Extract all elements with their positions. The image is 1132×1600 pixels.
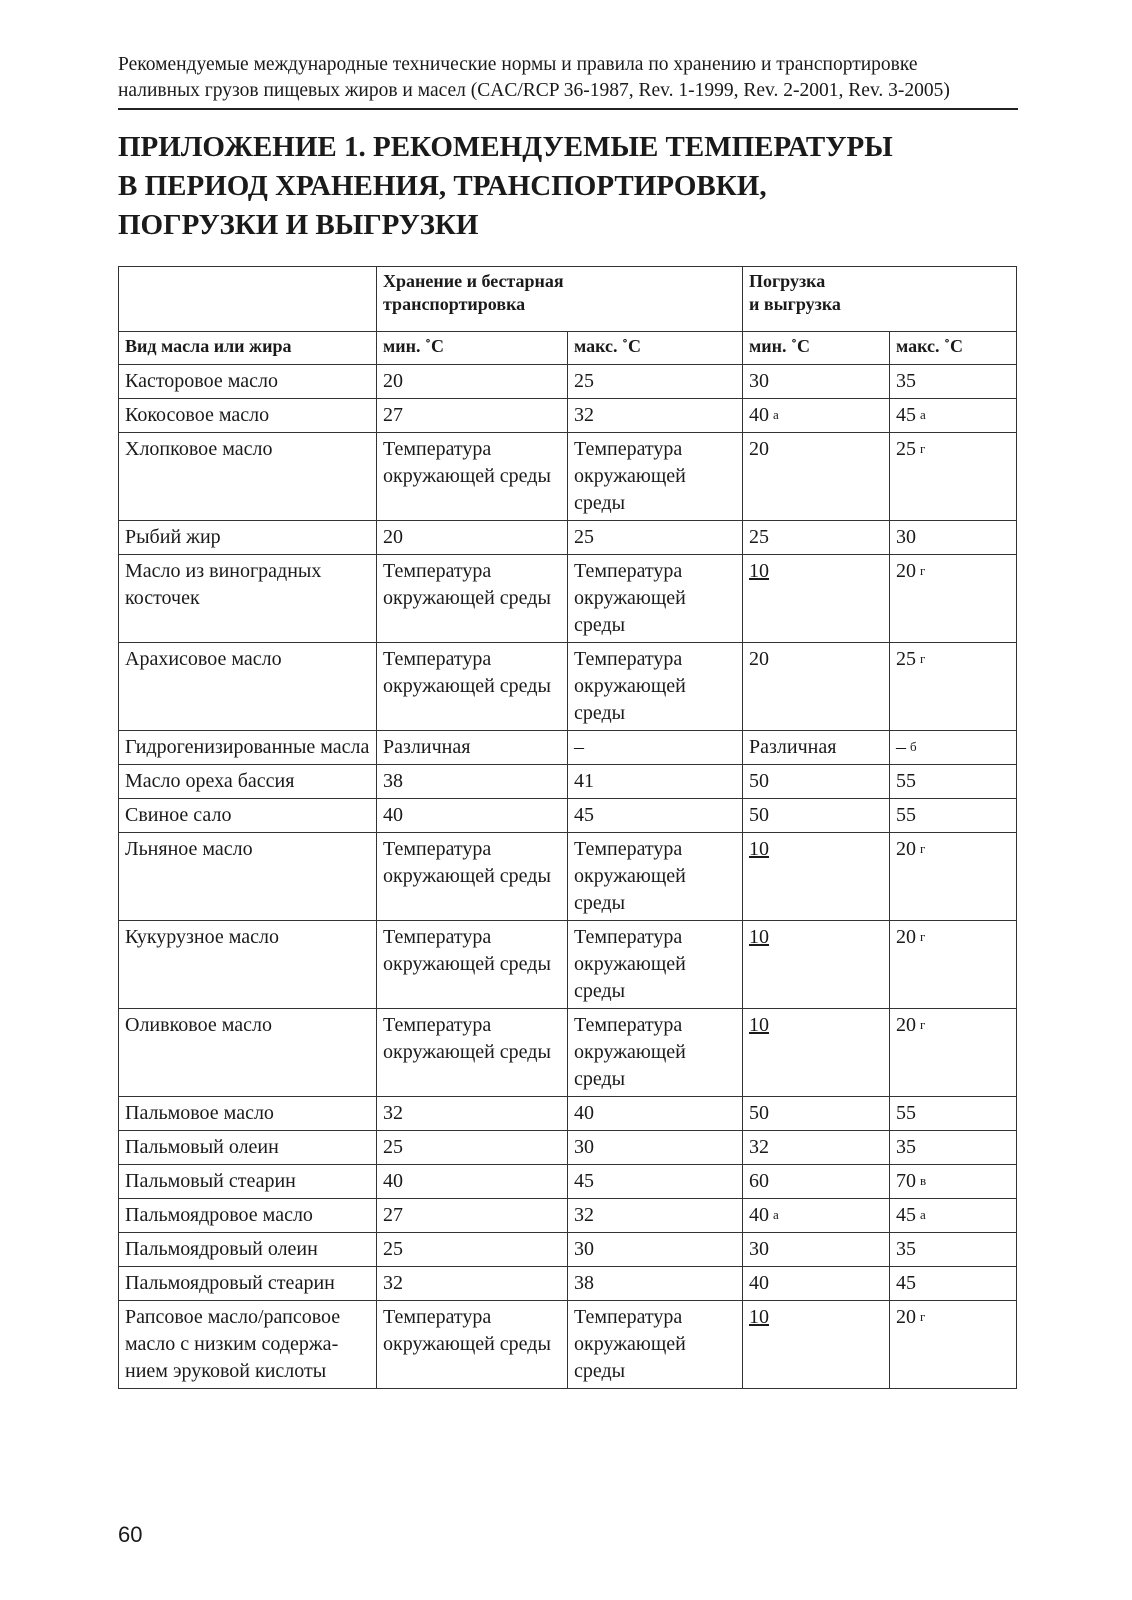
loading-max-cell-value: 55 <box>896 804 916 826</box>
loading-max-cell-value: 35 <box>896 370 916 392</box>
loading-min-cell <box>743 399 890 433</box>
group-header-loading-line-1: Погрузка <box>749 271 826 291</box>
loading-max-cell <box>890 731 1017 765</box>
storage-max-cell <box>568 731 743 765</box>
oil-type-cell <box>119 433 377 521</box>
storage-min-cell-value: 32 <box>383 1272 403 1294</box>
appendix-title <box>118 128 1018 245</box>
storage-min-cell-value: Температура окружающей среды <box>383 438 551 487</box>
loading-min-cell <box>743 1301 890 1389</box>
oil-type-cell-value: Пальмовый стеарин <box>125 1170 296 1192</box>
footnote-marker: г <box>920 841 926 856</box>
loading-max-cell <box>890 921 1017 1009</box>
storage-min-cell-value: Различная <box>383 736 471 758</box>
loading-max-cell <box>890 1165 1017 1199</box>
storage-max-cell <box>568 399 743 433</box>
table-row <box>119 765 1017 799</box>
loading-min-cell <box>743 921 890 1009</box>
storage-max-cell-value: Температура окружающей среды <box>574 560 686 636</box>
storage-min-cell <box>377 1131 568 1165</box>
storage-min-cell <box>377 1301 568 1389</box>
storage-max-cell-value: Температура окружающей среды <box>574 1306 686 1382</box>
storage-max-cell-value: 32 <box>574 1204 594 1226</box>
loading-min-cell-value: Различная <box>749 736 837 758</box>
footnote-marker: а <box>920 407 926 422</box>
storage-max-cell-value: 40 <box>574 1102 594 1124</box>
oil-type-cell <box>119 399 377 433</box>
storage-min-cell <box>377 555 568 643</box>
running-header-line-1: Рекомендуемые международные технические нормы и правила по хранению и транспортировке <box>118 54 918 75</box>
footnote-marker: г <box>920 563 926 578</box>
group-header-loading <box>743 267 1017 332</box>
column-header-loading-min: мин. ˚С <box>743 332 890 365</box>
loading-min-cell-value: 25 <box>749 526 769 548</box>
storage-max-cell-value: Температура окружающей среды <box>574 1014 686 1090</box>
loading-max-cell <box>890 399 1017 433</box>
column-header-storage-min: мин. ˚С <box>377 332 568 365</box>
footnote-marker: г <box>920 651 926 666</box>
storage-min-cell-value: Температура окружающей среды <box>383 838 551 887</box>
oil-type-cell-value: Рыбий жир <box>125 526 221 548</box>
loading-max-cell <box>890 833 1017 921</box>
storage-max-cell <box>568 555 743 643</box>
group-header-storage-line-2: транспортировка <box>383 294 526 314</box>
storage-max-cell-value: Температура окружающей среды <box>574 926 686 1002</box>
oil-type-cell-value: Пальмовое масло <box>125 1102 274 1124</box>
loading-max-cell-value: 55 <box>896 770 916 792</box>
loading-min-cell <box>743 1131 890 1165</box>
storage-max-cell-value: Температура окружающей среды <box>574 838 686 914</box>
oil-type-cell <box>119 1267 377 1301</box>
storage-min-cell <box>377 1165 568 1199</box>
loading-min-cell-value: 20 <box>749 438 769 460</box>
storage-min-cell-value: 40 <box>383 1170 403 1192</box>
storage-min-cell <box>377 833 568 921</box>
storage-min-cell-value: 27 <box>383 1204 403 1226</box>
storage-min-cell-value: 38 <box>383 770 403 792</box>
loading-min-cell <box>743 765 890 799</box>
footnote-marker: г <box>920 929 926 944</box>
loading-min-cell-value: 50 <box>749 1102 769 1124</box>
table-row <box>119 555 1017 643</box>
footnote-marker: в <box>920 1173 927 1188</box>
table-row <box>119 1165 1017 1199</box>
storage-max-cell <box>568 1131 743 1165</box>
storage-min-cell <box>377 433 568 521</box>
storage-min-cell-value: Температура окружающей среды <box>383 648 551 697</box>
storage-min-cell-value: 25 <box>383 1136 403 1158</box>
loading-min-cell <box>743 521 890 555</box>
table-row <box>119 433 1017 521</box>
column-header-loading-max: макс. ˚С <box>890 332 1017 365</box>
table-row <box>119 1199 1017 1233</box>
loading-min-cell-value: 40 <box>749 1204 769 1226</box>
storage-max-cell <box>568 365 743 399</box>
footnote-marker: г <box>920 1309 926 1324</box>
storage-min-cell-value: 27 <box>383 404 403 426</box>
loading-min-cell-value: 10 <box>749 1306 769 1328</box>
loading-max-cell-value: 55 <box>896 1102 916 1124</box>
oil-type-cell-value: Оливковое масло <box>125 1014 272 1036</box>
oil-type-cell-value: Рапсовое масло/рапсовое масло с низким содержа-нием эруковой кислоты <box>125 1306 341 1382</box>
loading-min-cell-value: 10 <box>749 1014 769 1036</box>
oil-type-cell <box>119 1233 377 1267</box>
oil-type-cell-value: Свиное сало <box>125 804 232 826</box>
oil-type-cell <box>119 1199 377 1233</box>
oil-type-cell <box>119 1301 377 1389</box>
table-row <box>119 365 1017 399</box>
oil-type-cell <box>119 365 377 399</box>
loading-min-cell <box>743 365 890 399</box>
storage-min-cell-value: 25 <box>383 1238 403 1260</box>
oil-type-cell <box>119 1165 377 1199</box>
loading-max-cell-value: – <box>896 736 906 758</box>
loading-max-cell <box>890 1097 1017 1131</box>
table-row <box>119 921 1017 1009</box>
oil-type-cell-value: Арахисовое масло <box>125 648 282 670</box>
oil-type-cell <box>119 921 377 1009</box>
loading-max-cell-value: 20 <box>896 926 916 948</box>
oil-type-cell-value: Пальмоядровый стеарин <box>125 1272 335 1294</box>
footnote-marker: а <box>773 1207 779 1222</box>
storage-max-cell <box>568 521 743 555</box>
loading-max-cell <box>890 433 1017 521</box>
loading-max-cell <box>890 1009 1017 1097</box>
oil-type-cell <box>119 1097 377 1131</box>
oil-type-cell-value: Пальмовый олеин <box>125 1136 279 1158</box>
loading-max-cell <box>890 521 1017 555</box>
appendix-title-line-1: ПРИЛОЖЕНИЕ 1. РЕКОМЕНДУЕМЫЕ ТЕМПЕРАТУРЫ <box>118 131 893 163</box>
storage-min-cell-value: 20 <box>383 526 403 548</box>
loading-min-cell <box>743 1199 890 1233</box>
storage-max-cell <box>568 1267 743 1301</box>
storage-max-cell-value: Температура окружающей среды <box>574 438 686 514</box>
storage-max-cell <box>568 643 743 731</box>
table-row <box>119 1233 1017 1267</box>
loading-max-cell <box>890 1301 1017 1389</box>
oil-type-cell-value: Льняное масло <box>125 838 253 860</box>
storage-max-cell <box>568 1301 743 1389</box>
loading-max-cell-value: 20 <box>896 1014 916 1036</box>
oil-type-cell <box>119 1131 377 1165</box>
storage-max-cell <box>568 433 743 521</box>
storage-min-cell <box>377 1009 568 1097</box>
storage-min-cell <box>377 731 568 765</box>
table-row <box>119 1009 1017 1097</box>
loading-min-cell <box>743 1267 890 1301</box>
oil-type-cell-value: Кокосовое масло <box>125 404 270 426</box>
loading-min-cell <box>743 1097 890 1131</box>
storage-min-cell-value: Температура окружающей среды <box>383 1014 551 1063</box>
loading-min-cell-value: 40 <box>749 404 769 426</box>
oil-type-cell-value: Масло из виноградных косточек <box>125 560 322 609</box>
oil-type-cell-value: Хлопковое масло <box>125 438 273 460</box>
loading-min-cell-value: 10 <box>749 560 769 582</box>
table-row <box>119 1301 1017 1389</box>
storage-max-cell <box>568 833 743 921</box>
storage-max-cell-value: 45 <box>574 804 594 826</box>
loading-max-cell-value: 70 <box>896 1170 916 1192</box>
storage-max-cell-value: Температура окружающей среды <box>574 648 686 724</box>
loading-min-cell-value: 32 <box>749 1136 769 1158</box>
appendix-title-line-3: ПОГРУЗКИ И ВЫГРУЗКИ <box>118 209 479 241</box>
loading-max-cell-value: 35 <box>896 1136 916 1158</box>
storage-min-cell <box>377 1267 568 1301</box>
loading-max-cell-value: 45 <box>896 404 916 426</box>
loading-max-cell <box>890 365 1017 399</box>
loading-max-cell <box>890 765 1017 799</box>
storage-min-cell <box>377 1233 568 1267</box>
column-header-type: Вид масла или жира <box>119 332 377 365</box>
oil-type-cell <box>119 1009 377 1097</box>
loading-max-cell <box>890 1131 1017 1165</box>
storage-max-cell-value: 45 <box>574 1170 594 1192</box>
storage-min-cell <box>377 521 568 555</box>
table-row <box>119 521 1017 555</box>
storage-min-cell <box>377 799 568 833</box>
table-row <box>119 1097 1017 1131</box>
storage-max-cell-value: 30 <box>574 1136 594 1158</box>
loading-min-cell-value: 50 <box>749 804 769 826</box>
storage-min-cell-value: 32 <box>383 1102 403 1124</box>
footnote-marker: г <box>920 441 926 456</box>
loading-min-cell <box>743 731 890 765</box>
storage-max-cell-value: 38 <box>574 1272 594 1294</box>
loading-min-cell <box>743 555 890 643</box>
storage-max-cell <box>568 1199 743 1233</box>
loading-max-cell-value: 45 <box>896 1272 916 1294</box>
group-header-loading-line-2: и выгрузка <box>749 294 841 314</box>
oil-type-cell <box>119 643 377 731</box>
storage-max-cell-value: – <box>574 736 584 758</box>
loading-min-cell-value: 20 <box>749 648 769 670</box>
oil-type-cell-value: Пальмоядровое масло <box>125 1204 313 1226</box>
loading-min-cell <box>743 1009 890 1097</box>
storage-max-cell <box>568 1233 743 1267</box>
storage-min-cell <box>377 1199 568 1233</box>
loading-min-cell <box>743 643 890 731</box>
loading-max-cell-value: 45 <box>896 1204 916 1226</box>
loading-max-cell <box>890 643 1017 731</box>
oil-type-cell-value: Пальмоядровый олеин <box>125 1238 318 1260</box>
storage-min-cell <box>377 921 568 1009</box>
table-row <box>119 799 1017 833</box>
loading-max-cell <box>890 555 1017 643</box>
loading-min-cell-value: 60 <box>749 1170 769 1192</box>
table-row <box>119 399 1017 433</box>
storage-max-cell-value: 30 <box>574 1238 594 1260</box>
loading-min-cell <box>743 799 890 833</box>
storage-max-cell <box>568 1009 743 1097</box>
oil-type-cell <box>119 521 377 555</box>
loading-min-cell-value: 10 <box>749 838 769 860</box>
table-row <box>119 731 1017 765</box>
loading-max-cell <box>890 799 1017 833</box>
loading-min-cell <box>743 433 890 521</box>
loading-min-cell <box>743 833 890 921</box>
footnote-marker: а <box>773 407 779 422</box>
loading-min-cell <box>743 1233 890 1267</box>
loading-max-cell-value: 25 <box>896 648 916 670</box>
storage-min-cell <box>377 1097 568 1131</box>
running-header <box>118 52 1018 110</box>
loading-min-cell-value: 30 <box>749 1238 769 1260</box>
table-row <box>119 833 1017 921</box>
loading-max-cell-value: 20 <box>896 838 916 860</box>
oil-type-cell <box>119 833 377 921</box>
storage-min-cell-value: 20 <box>383 370 403 392</box>
loading-min-cell-value: 40 <box>749 1272 769 1294</box>
footnote-marker: а <box>920 1207 926 1222</box>
table-row <box>119 1267 1017 1301</box>
storage-min-cell <box>377 399 568 433</box>
loading-max-cell-value: 30 <box>896 526 916 548</box>
group-header-storage <box>377 267 743 332</box>
storage-min-cell <box>377 765 568 799</box>
oil-type-cell <box>119 555 377 643</box>
column-header-storage-max: макс. ˚С <box>568 332 743 365</box>
empty-corner-cell <box>119 267 377 332</box>
storage-max-cell <box>568 921 743 1009</box>
footnote-marker: б <box>910 739 917 754</box>
page-number: 60 <box>118 1522 143 1547</box>
storage-min-cell-value: 40 <box>383 804 403 826</box>
loading-max-cell <box>890 1199 1017 1233</box>
table-body <box>119 365 1017 1389</box>
loading-max-cell <box>890 1233 1017 1267</box>
storage-max-cell-value: 25 <box>574 526 594 548</box>
running-header-line-2: наливных грузов пищевых жиров и масел (CAC/RCP 36-1987, Rev. 1-1999, Rev. 2-2001, Rev. 3-2005) <box>118 80 950 101</box>
table-row <box>119 1131 1017 1165</box>
oil-type-cell <box>119 731 377 765</box>
appendix-title-line-2: В ПЕРИОД ХРАНЕНИЯ, ТРАНСПОРТИРОВКИ, <box>118 170 767 202</box>
oil-type-cell <box>119 765 377 799</box>
loading-max-cell <box>890 1267 1017 1301</box>
loading-min-cell-value: 30 <box>749 370 769 392</box>
oil-type-cell-value: Масло ореха бассия <box>125 770 295 792</box>
group-header-row <box>119 267 1017 332</box>
loading-min-cell <box>743 1165 890 1199</box>
oil-type-cell-value: Гидрогенизированные масла <box>125 736 370 758</box>
loading-max-cell-value: 20 <box>896 1306 916 1328</box>
loading-min-cell-value: 50 <box>749 770 769 792</box>
storage-max-cell <box>568 765 743 799</box>
storage-max-cell-value: 25 <box>574 370 594 392</box>
storage-max-cell <box>568 799 743 833</box>
storage-min-cell <box>377 643 568 731</box>
storage-max-cell-value: 41 <box>574 770 594 792</box>
storage-min-cell-value: Температура окружающей среды <box>383 926 551 975</box>
oil-type-cell-value: Касторовое масло <box>125 370 278 392</box>
oil-type-cell <box>119 799 377 833</box>
storage-min-cell <box>377 365 568 399</box>
loading-max-cell-value: 35 <box>896 1238 916 1260</box>
temperature-table <box>118 266 1017 1389</box>
table-row <box>119 643 1017 731</box>
loading-max-cell-value: 25 <box>896 438 916 460</box>
storage-max-cell-value: 32 <box>574 404 594 426</box>
storage-max-cell <box>568 1165 743 1199</box>
storage-max-cell <box>568 1097 743 1131</box>
storage-min-cell-value: Температура окружающей среды <box>383 1306 551 1355</box>
loading-min-cell-value: 10 <box>749 926 769 948</box>
column-header-row <box>119 332 1017 365</box>
loading-max-cell-value: 20 <box>896 560 916 582</box>
footnote-marker: г <box>920 1017 926 1032</box>
storage-min-cell-value: Температура окружающей среды <box>383 560 551 609</box>
group-header-storage-line-1: Хранение и бестарная <box>383 271 564 291</box>
oil-type-cell-value: Кукурузное масло <box>125 926 279 948</box>
